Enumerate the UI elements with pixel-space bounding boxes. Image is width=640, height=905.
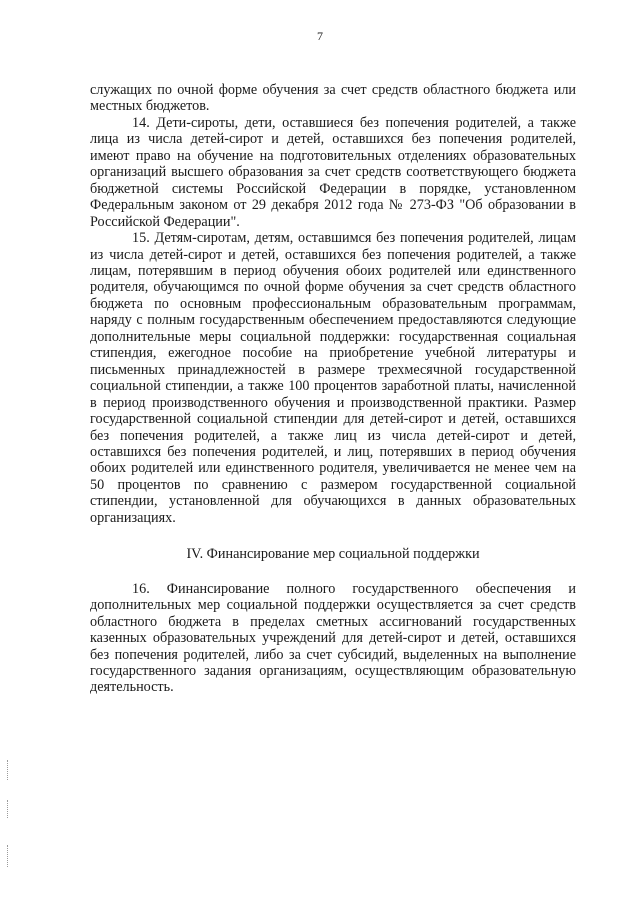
section-heading: IV. Финансирование мер социальной поддержки	[186, 546, 480, 563]
paragraph-15: 15. Детям-сиротам, детям, оставшимся без попечения родителей, лицам из числа детей-сирот и детей, оставшихся без попечения родителей, а также лицам, потерявшим в период обучения обоих родителей или единственного родителя, обучающимся по очной форме обучения за счет средств областного бюджета по основным профессиональным образовательным программам, наряду с полным государственным обеспечением предоставляются следующие дополнительные меры социальной поддержки: государственная социальная стипендия, ежегодное пособие на приобретение учебной литературы и письменных принадлежностей в размере трехмесячной государственной социальной стипендии, а также 100 процентов заработной платы, начисленной в период производственного обучения и производственной практики. Размер государственной социальной стипендии для детей-сирот и детей, оставшихся без попечения родителей, а также лиц из числа детей-сирот и детей, оставшихся без попечения родителей, и лиц, потерявших в период обучения обоих родителей или единственного родителя, увеличивается не менее чем на 50 процентов по сравнению с размером государственной социальной стипендии, установленной для обучающихся в данных образовательных организациях.	[90, 230, 576, 526]
scan-margin-mark	[7, 760, 10, 780]
paragraph-16: 16. Финансирование полного государственного обеспечения и дополнительных мер социальной поддержки осуществляется за счет средств областного бюджета в пределах сметных ассигнований государственных казенных образовательных учреждений для детей-сирот и детей, оставшихся без попечения родителей, либо за счет субсидий, выделенных на выполнение государственного задания организациям, осуществляющим образовательную деятельность.	[90, 580, 576, 696]
scan-margin-mark	[7, 800, 10, 818]
page-number: 7	[317, 29, 323, 43]
scan-margin-mark	[7, 845, 10, 867]
document-body	[90, 82, 576, 696]
paragraph-continuation: служащих по очной форме обучения за счет средств областного бюджета или местных бюджетов.	[90, 82, 576, 115]
paragraph-14: 14. Дети-сироты, дети, оставшиеся без попечения родителей, а также лица из числа детей-сирот и детей, оставшихся без попечения родителей, имеют право на обучение на подготовительных отделениях образовательных организаций высшего образования за счет средств соответствующего бюджета бюджетной системы Российской Федерации в порядке, установленном Федеральным законом от 29 декабря 2012 года № 273-ФЗ "Об образовании в Российской Федерации".	[90, 114, 576, 230]
